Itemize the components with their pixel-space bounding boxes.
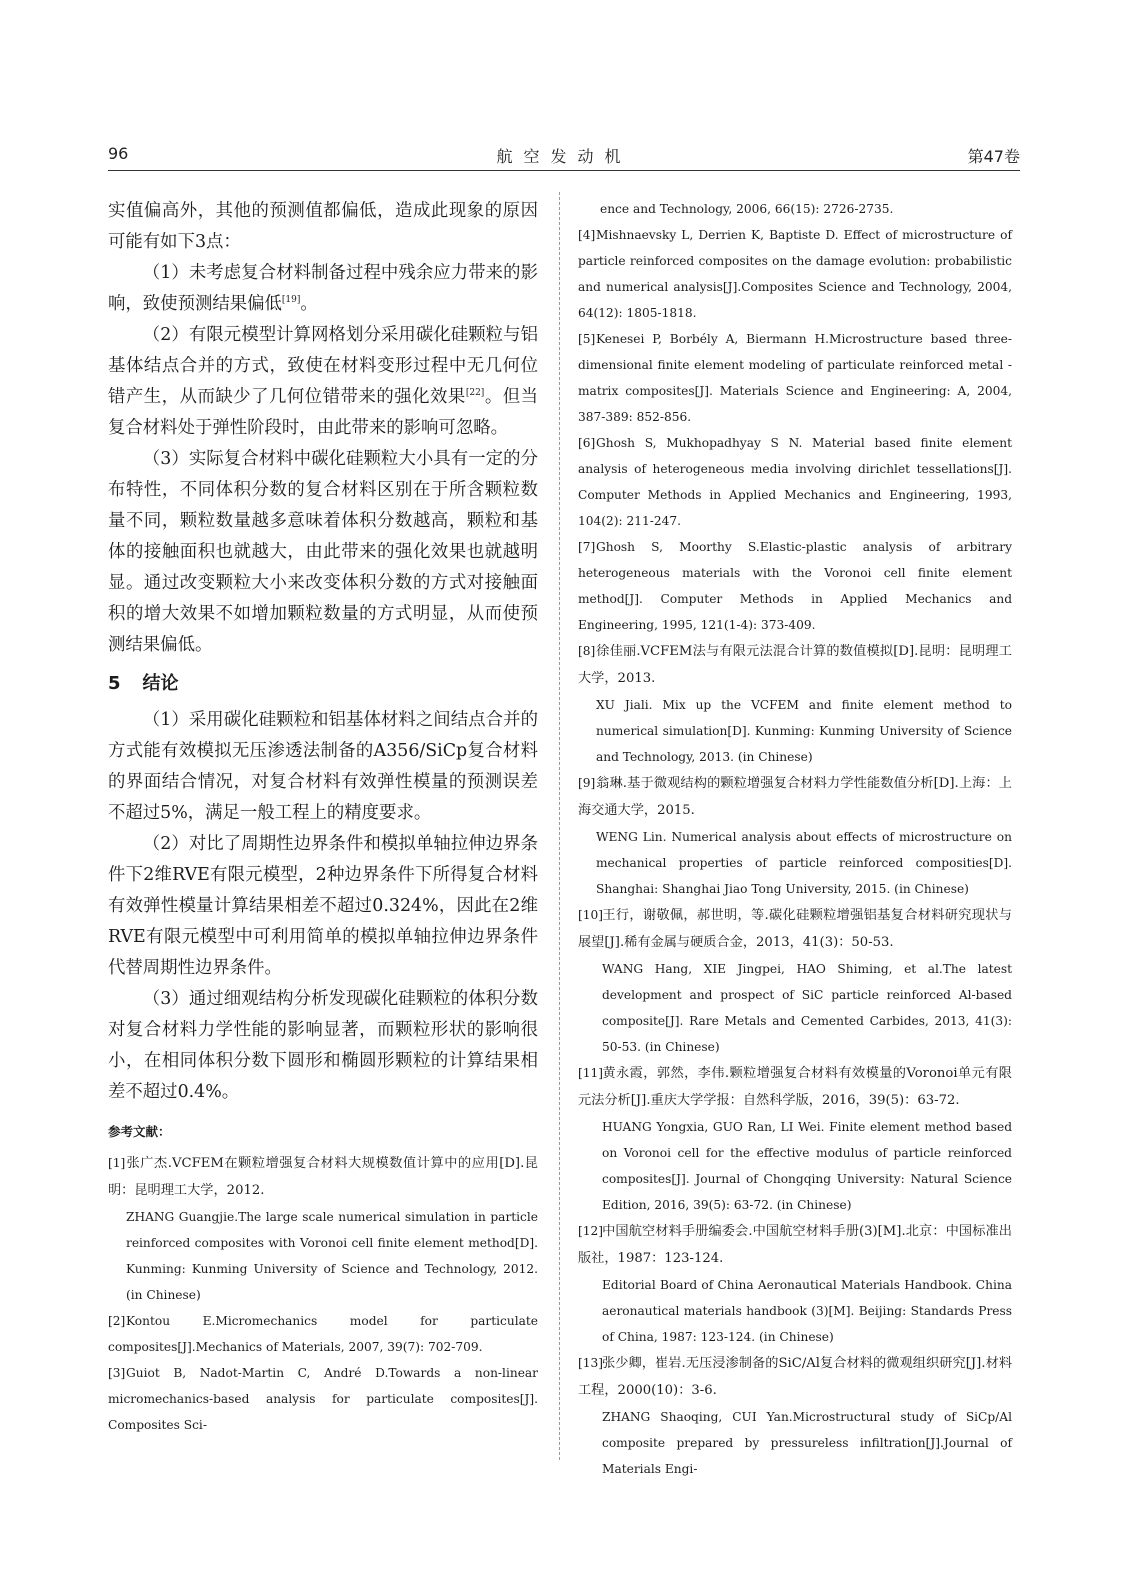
section-title: 结论 [142, 673, 179, 694]
reference-item [578, 1350, 1012, 1482]
reference-number: [5] [578, 332, 596, 346]
reference-en: XU Jiali. Mix up the VCFEM and finite element method to numerical simulation[D]. Kunming: Kunming University of Science and Technology, 2013. (in Chinese) [596, 698, 1012, 764]
reference-zh: 中国航空材料手册编委会.中国航空材料手册(3)[M].北京：中国标准出版社，1987：123-124. [578, 1224, 1012, 1266]
reference-number: [3] [108, 1366, 126, 1380]
reference-zh: 张广杰.VCFEM在颗粒增强复合材料大规模数值计算中的应用[D].昆明：昆明理工大学，2012. [108, 1156, 538, 1198]
reference-zh: 徐佳丽.VCFEM法与有限元法混合计算的数值模拟[D].昆明：昆明理工大学，2013. [578, 644, 1012, 686]
section-number: 5 [108, 673, 121, 694]
reference-en: ZHANG Shaoqing, CUI Yan.Microstructural study of SiCp/Al composite prepared by pressureless infiltration[J].Journal of Materials Engi- [602, 1410, 1012, 1476]
header-rule [108, 170, 1020, 171]
reference-number: [12] [578, 1224, 604, 1238]
reference-en: Guiot B, Nadot-Martin C, André D.Towards a non-linear micromechanics-based analysis for particulate composites[J]. Composites Sci- [108, 1366, 538, 1432]
right-column [578, 196, 1012, 1482]
reference-continuation: ence and Technology, 2006, 66(15): 2726-2735. [600, 202, 894, 216]
reference-item [578, 326, 1012, 430]
reference-item [578, 430, 1012, 534]
reference-item [578, 770, 1012, 902]
citation: [19] [281, 295, 301, 306]
reference-number: [6] [578, 436, 596, 450]
reference-item [578, 638, 1012, 770]
reference-number: [13] [578, 1356, 604, 1370]
body-paragraph [108, 320, 538, 444]
citation: [22] [465, 388, 485, 399]
journal-title: 航空发动机 [496, 147, 632, 166]
reference-item [108, 1308, 538, 1360]
column-divider [559, 192, 560, 1460]
reference-number: [10] [578, 908, 604, 922]
page-number: 96 [108, 144, 129, 163]
conclusion-paragraph: （2）对比了周期性边界条件和模拟单轴拉伸边界条件下2维RVE有限元模型，2种边界条件下所得复合材料有效弹性模量计算结果相差不超过0.324%，因此在2维RVE有限元模型中可利用简单的模拟单轴拉伸边界条件代替周期性边界条件。 [108, 834, 538, 978]
reference-number: [9] [578, 776, 596, 790]
reference-number: [4] [578, 228, 596, 242]
reference-en: Ghosh S, Moorthy S.Elastic-plastic analysis of arbitrary heterogeneous materials with the Voronoi cell finite element method[J]. Computer Methods in Applied Mechanics and Engineering, 1995, 121(1-4): 373-409. [578, 540, 1012, 632]
reference-zh: 翁琳.基于微观结构的颗粒增强复合材料力学性能数值分析[D].上海：上海交通大学，2015. [578, 776, 1012, 818]
volume-label: 第47卷 [967, 147, 1020, 166]
body-paragraph: 实值偏高外，其他的预测值都偏低，造成此现象的原因可能有如下3点： [108, 201, 538, 252]
reference-item [108, 1150, 538, 1308]
reference-en: WANG Hang, XIE Jingpei, HAO Shiming, et al.The latest development and prospect of SiC particle reinforced Al-based composite[J]. Rare Metals and Cemented Carbides, 2013, 41(3): 50-53. (in Chinese) [602, 962, 1012, 1054]
reference-item [578, 222, 1012, 326]
reference-en: Editorial Board of China Aeronautical Materials Handbook. China aeronautical materials handbook (3)[M]. Beijing: Standards Press of China, 1987: 123-124. (in Chinese) [602, 1278, 1012, 1344]
conclusion-paragraph: （1）采用碳化硅颗粒和铝基体材料之间结点合并的方式能有效模拟无压渗透法制备的A356/SiCp复合材料的界面结合情况，对复合材料有效弹性模量的预测误差不超过5%，满足一般工程上的精度要求。 [108, 710, 538, 823]
reference-en: ZHANG Guangjie.The large scale numerical simulation in particle reinforced composites with Voronoi cell finite element method[D]. Kunming: Kunming University of Science and Technology, 2012. (in Chinese) [126, 1210, 538, 1302]
section-heading [108, 669, 538, 699]
reference-item [578, 1218, 1012, 1350]
reference-number: [7] [578, 540, 596, 554]
reference-zh: 张少卿，崔岩.无压浸渗制备的SiC/Al复合材料的微观组织研究[J].材料工程，2000(10)：3-6. [578, 1356, 1012, 1398]
reference-zh: 黄永霞，郭然，李伟.颗粒增强复合材料有效模量的Voronoi单元有限元法分析[J].重庆大学学报：自然科学版，2016，39(5)：63-72. [578, 1066, 1012, 1108]
reference-number: [2] [108, 1314, 126, 1328]
paragraph-text: 。 [300, 294, 318, 314]
reference-en: WENG Lin. Numerical analysis about effects of microstructure on mechanical properties of particle reinforced composities[D]. Shanghai: Shanghai Jiao Tong University, 2015. (in Chinese) [596, 830, 1012, 896]
references-title: 参考文献： [108, 1124, 171, 1139]
reference-en: Mishnaevsky L, Derrien K, Baptiste D. Effect of microstructure of particle reinforced composites on the damage evolution: probabilistic and numerical analysis[J].Composites Science and Technology, 2004, 64(12): 1805-1818. [578, 228, 1012, 320]
paragraph-text: （2）有限元模型计算网格划分采用碳化硅颗粒与铝基体结点合并的方式，致使在材料变形过程中无几何位错产生，从而缺少了几何位错带来的强化效果 [108, 325, 538, 407]
reference-en: Kontou E.Micromechanics model for particulate composites[J].Mechanics of Materials, 2007, 39(7): 702-709. [108, 1314, 538, 1354]
reference-number: [11] [578, 1066, 604, 1080]
paragraph-text: 。但当复合材料处于弹性阶段时，由此带来的影响可忽略。 [108, 387, 538, 438]
reference-en: Kenesei P, Borbély A, Biermann H.Microstructure based three-dimensional finite element modeling of particulate reinforced metal - matrix composites[J]. Materials Science and Engineering: A, 2004, 387-389: 852-856. [578, 332, 1012, 424]
reference-item [578, 902, 1012, 1060]
body-paragraph: （3）实际复合材料中碳化硅颗粒大小具有一定的分布特性，不同体积分数的复合材料区别在于所含颗粒数量不同，颗粒数量越多意味着体积分数越高，颗粒和基体的接触面积也就越大，由此带来的强化效果也就越明显。通过改变颗粒大小来改变体积分数的方式对接触面积的增大效果不如增加颗粒数量的方式明显，从而使预测结果偏低。 [108, 449, 538, 655]
reference-number: [1] [108, 1156, 126, 1170]
reference-item [108, 1360, 538, 1438]
reference-item [578, 1060, 1012, 1218]
paragraph-text: （1）未考虑复合材料制备过程中残余应力带来的影响，致使预测结果偏低 [108, 263, 538, 314]
reference-en: HUANG Yongxia, GUO Ran, LI Wei. Finite element method based on Voronoi cell for the effective modulus of particle reinforced composites[J]. Journal of Chongqing University: Natural Science Edition, 2016, 39(5): 63-72. (in Chinese) [602, 1120, 1012, 1212]
page-header [108, 142, 1020, 168]
reference-en: Ghosh S, Mukhopadhyay S N. Material based finite element analysis of heterogeneous media involving dirichlet tessellations[J]. Computer Methods in Applied Mechanics and Engineering, 1993, 104(2): 211-247. [578, 436, 1012, 528]
conclusion-paragraph: （3）通过细观结构分析发现碳化硅颗粒的体积分数对复合材料力学性能的影响显著，而颗粒形状的影响很小，在相同体积分数下圆形和椭圆形颗粒的计算结果相差不超过0.4%。 [108, 989, 538, 1102]
reference-number: [8] [578, 644, 596, 658]
left-column [108, 196, 538, 1438]
body-paragraph [108, 258, 538, 320]
reference-zh: 王行，谢敬佩，郝世明，等.碳化硅颗粒增强铝基复合材料研究现状与展望[J].稀有金属与硬质合金，2013，41(3)：50-53. [578, 908, 1012, 950]
reference-item [578, 534, 1012, 638]
